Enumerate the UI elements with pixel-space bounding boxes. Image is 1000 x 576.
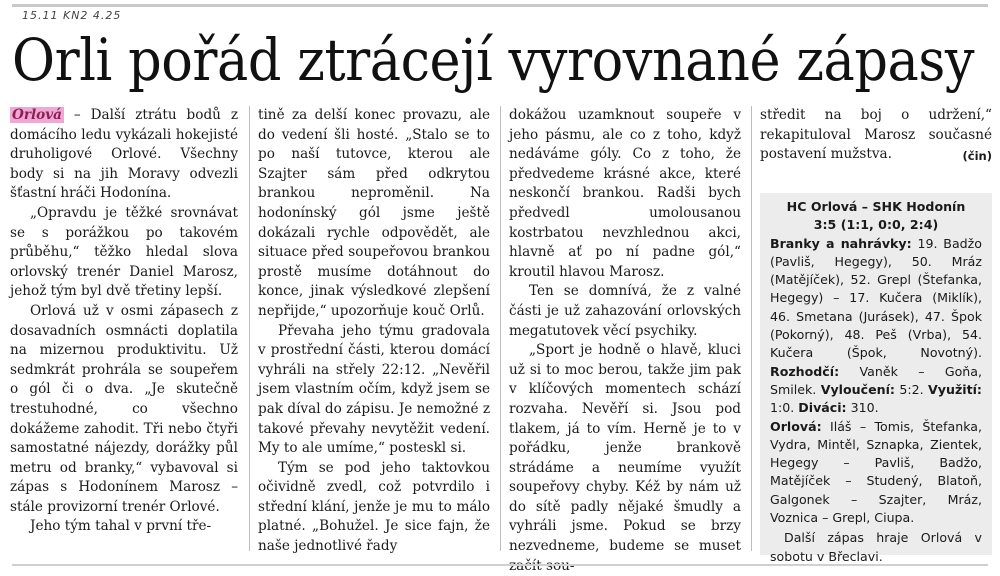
paragraph bbox=[10, 106, 238, 204]
match-title: HC Orlová – SHK Hodonín bbox=[786, 199, 966, 214]
paragraph: „Sport je hodně o hlavě, kluci už si to moc berou, takže jim pak v klíčových momentech schází rozvaha. Nevěří si. Jsou pod tlakem, já to vím. Herně je to v pořádku, jenže brankově strádáme a neumíme využít soupeřovy chyby. Kéž by nám už do sítě padly nějaké šmudly a vyhráli jsme. Pokud se brzy nezvedneme, budeme se muset bbox=[509, 342, 741, 555]
article-column-2 bbox=[258, 106, 490, 557]
referees-text: Vaněk – Goňa, Smilek. bbox=[770, 363, 982, 397]
referees-label: Rozhodčí: bbox=[770, 363, 840, 379]
match-score: 3:5 (1:1, 0:0, 2:4) bbox=[813, 217, 939, 233]
paragraph-text: – Další ztrátu bodů z domácího ledu vykázali hokejisté druholigové Orlové. Všechny body si na jih Moravy odvezli šťastní hráči Hodonína. bbox=[10, 107, 238, 202]
paragraph bbox=[760, 106, 992, 165]
column-divider bbox=[751, 106, 752, 551]
dateline: Orlová bbox=[12, 107, 62, 123]
paragraph: Převaha jeho týmu gradovala v prostřední části, kterou domácí vyhráli na střely 22:12. „Nevěřil jsem vlastním očím, když jsem se pak díval do zápisu. Je nemožné z takové převahy nevytěžit vedení. My to ale umíme,“ posteskl si. bbox=[258, 322, 490, 457]
article-column-1 bbox=[10, 106, 238, 537]
attendance-text: 310. bbox=[850, 400, 879, 416]
lineup bbox=[770, 418, 982, 528]
paragraph: tině za delší konec provazu, ale do vedení šli hosté. „Stalo se to po naší tutovce, kterou ale Szajter sám před odkrytou brankou neproměnil. Na hodonínský gól jsme ještě dokázali rychle odpovědět, ale situace před soupeřovou brankou prostě musíme dotáhnout do konce, jinak výsledkové zlepšení nepřijde,“ upozorňuje kouč Orlů. bbox=[258, 107, 490, 319]
bottom-rule bbox=[12, 564, 988, 566]
paragraph: Jeho tým tahal v první tře- bbox=[30, 518, 212, 535]
headline: Orli pořád ztrácejí vyrovnané zápasy bbox=[12, 26, 975, 94]
top-rule bbox=[12, 4, 988, 7]
paragraph-text: středit na boj o udržení,“ rekapituloval Marosz současné postavení mužstva. bbox=[760, 107, 992, 163]
penalties-label: Vyloučení: bbox=[820, 381, 895, 397]
penalties-text: 5:2. bbox=[899, 381, 924, 397]
lineup-label: Orlová: bbox=[770, 418, 822, 434]
match-details bbox=[770, 235, 982, 418]
article-column-4 bbox=[760, 106, 992, 167]
lineup-text: Iláš – Tomis, Štefanka, Vydra, Mintěl, Sznapka, Zientek, Hegegy – Pavliš, Badžo, Matějíček – Studený, Blatoň, Galgonek – Szajter, Mráz, Voznica – Grepl, Ciupa. bbox=[770, 418, 982, 526]
paragraph: Orlová už v osmi zápasech z dosavadních osmnácti doplatila na mizernou produktivitu. Už sedmkrát prohrála se soupeřem o gól či o dva. „Je skutečně trestuhodné, co všechno dokážeme zahodit. Tři nebo čtyři samostatné nájezdy, dorážky půl metru od branky,“ vybavoval si zápas s Hodonínem Marosz – stále provizorní trenér Orlové. bbox=[10, 302, 238, 515]
author-signature: (čin) bbox=[962, 149, 992, 164]
column-divider bbox=[249, 106, 250, 551]
clip-handwritten-mark: 15.11 KN2 4.25 bbox=[22, 9, 122, 22]
paragraph: Ten se domnívá, že z valné části je už zahazování orlovských megatutovek věcí psychiky. bbox=[509, 283, 741, 339]
column-divider bbox=[500, 106, 501, 551]
paragraph: dokážou uzamknout soupeře v jeho pásmu, ale co z toho, když nedáváme góly. Co z toho, že předvedeme krásné akce, které neskončí brankou. Radši bych předvedl umolousanou kostrbatou nevzhlednou akci, hlavně ať po ní padne gól,“ kroutil hlavou Marosz. bbox=[509, 107, 741, 280]
goals-text: 19. Badžo (Pavliš, Hegegy), 50. Mráz (Matějíček), 52. Grepl (Štefanka, Hegegy) – 17. Kučera (Miklík), 46. Smetana (Jurásek), 47. Špok (Pokorný), 48. Peš (Vrba), 54. Kučera (Špok, Novotný). bbox=[770, 235, 982, 361]
article-column-3 bbox=[509, 106, 741, 576]
powerplay-label: Využití: bbox=[928, 381, 982, 397]
match-stats-content bbox=[770, 198, 982, 566]
next-match: Další zápas hraje Orlová v sobotu v Břeclavi. bbox=[770, 530, 982, 564]
goals-label: Branky a nahrávky: bbox=[770, 235, 912, 251]
powerplay-text: 1:0. bbox=[770, 400, 795, 416]
paragraph: „Opravdu je těžké srovnávat se s porážkou po takovém průběhu,“ těžko hledal slova orlovský trenér Daniel Marosz, jehož tým byl dvě třetiny lepší. bbox=[10, 204, 238, 300]
paragraph: Tým se pod jeho taktovkou očividně zvedl, což potvrdilo i střední klání, jenže je mu to málo platné. „Bohužel. Je sice fajn, že naše jednotlivé řady bbox=[258, 459, 490, 555]
attendance-label: Diváci: bbox=[798, 400, 847, 416]
